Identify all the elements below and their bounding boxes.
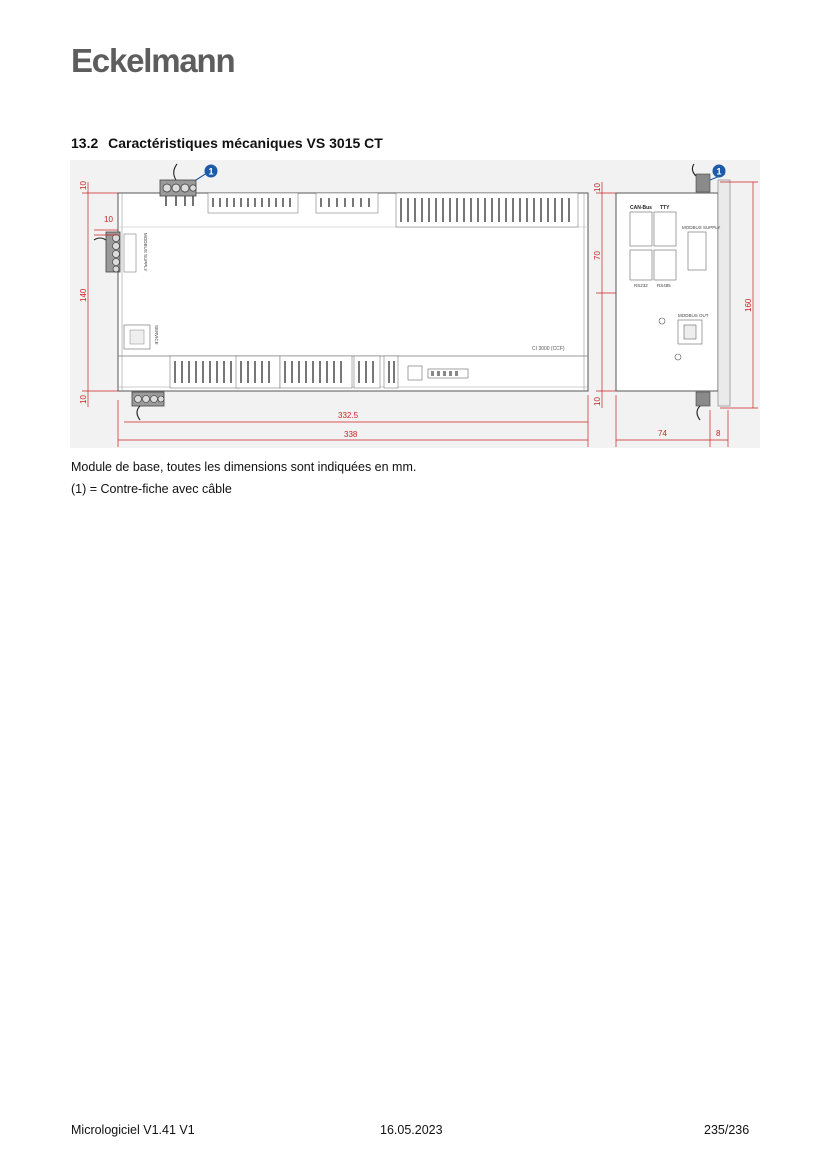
side-view [616, 164, 730, 420]
footer-date: 16.05.2023 [380, 1123, 443, 1137]
dim-side-rail: 8 [716, 429, 721, 438]
dim-width-inner: 332.5 [338, 411, 359, 420]
dim-side-mid: 70 [593, 251, 602, 260]
dim-side-height: 160 [744, 298, 753, 312]
caption-callout: (1) = Contre-fiche avec câble [71, 482, 232, 496]
section-number: 13.2 [71, 135, 99, 151]
dim-side-depth: 74 [658, 429, 667, 438]
label-rs485: RS485 [657, 283, 671, 288]
label-canbus: CAN-Bus [630, 205, 652, 211]
label-modbus-supply: MODBUS SUPPLY [682, 225, 721, 230]
section-heading [71, 135, 383, 151]
label-modbus-supply-left: MODBUS SUPPLY [143, 233, 148, 272]
label-modbus-out: MODBUS OUT [678, 313, 709, 318]
dim-side-top: 10 [593, 183, 602, 192]
caption-dimensions: Module de base, toutes les dimensions sont indiquées en mm. [71, 460, 417, 474]
callout-marker-front: 1 [208, 166, 214, 177]
dim-width-total: 338 [344, 430, 358, 439]
front-view [94, 164, 588, 420]
section-title-text: Caractéristiques mécaniques VS 3015 CT [108, 135, 383, 151]
label-rs232: RS232 [634, 283, 648, 288]
type-plate-label: CI 3000 (CCF) [532, 346, 565, 352]
footer-page: 235/236 [704, 1123, 750, 1137]
dim-left-top: 10 [79, 181, 88, 190]
label-service: SERVICE [154, 325, 159, 345]
dim-left-bottom: 10 [79, 395, 88, 404]
brand-logo: Eckelmann [71, 42, 235, 79]
footer-software: Micrologiciel V1.41 V1 [71, 1123, 195, 1137]
callout-marker-side: 1 [716, 166, 722, 177]
mechanical-drawing [70, 160, 760, 448]
dim-side-bottom: 10 [593, 397, 602, 406]
dim-left-mid: 140 [79, 288, 88, 302]
label-tty: TTY [660, 205, 670, 211]
dim-left-inner: 10 [104, 215, 113, 224]
